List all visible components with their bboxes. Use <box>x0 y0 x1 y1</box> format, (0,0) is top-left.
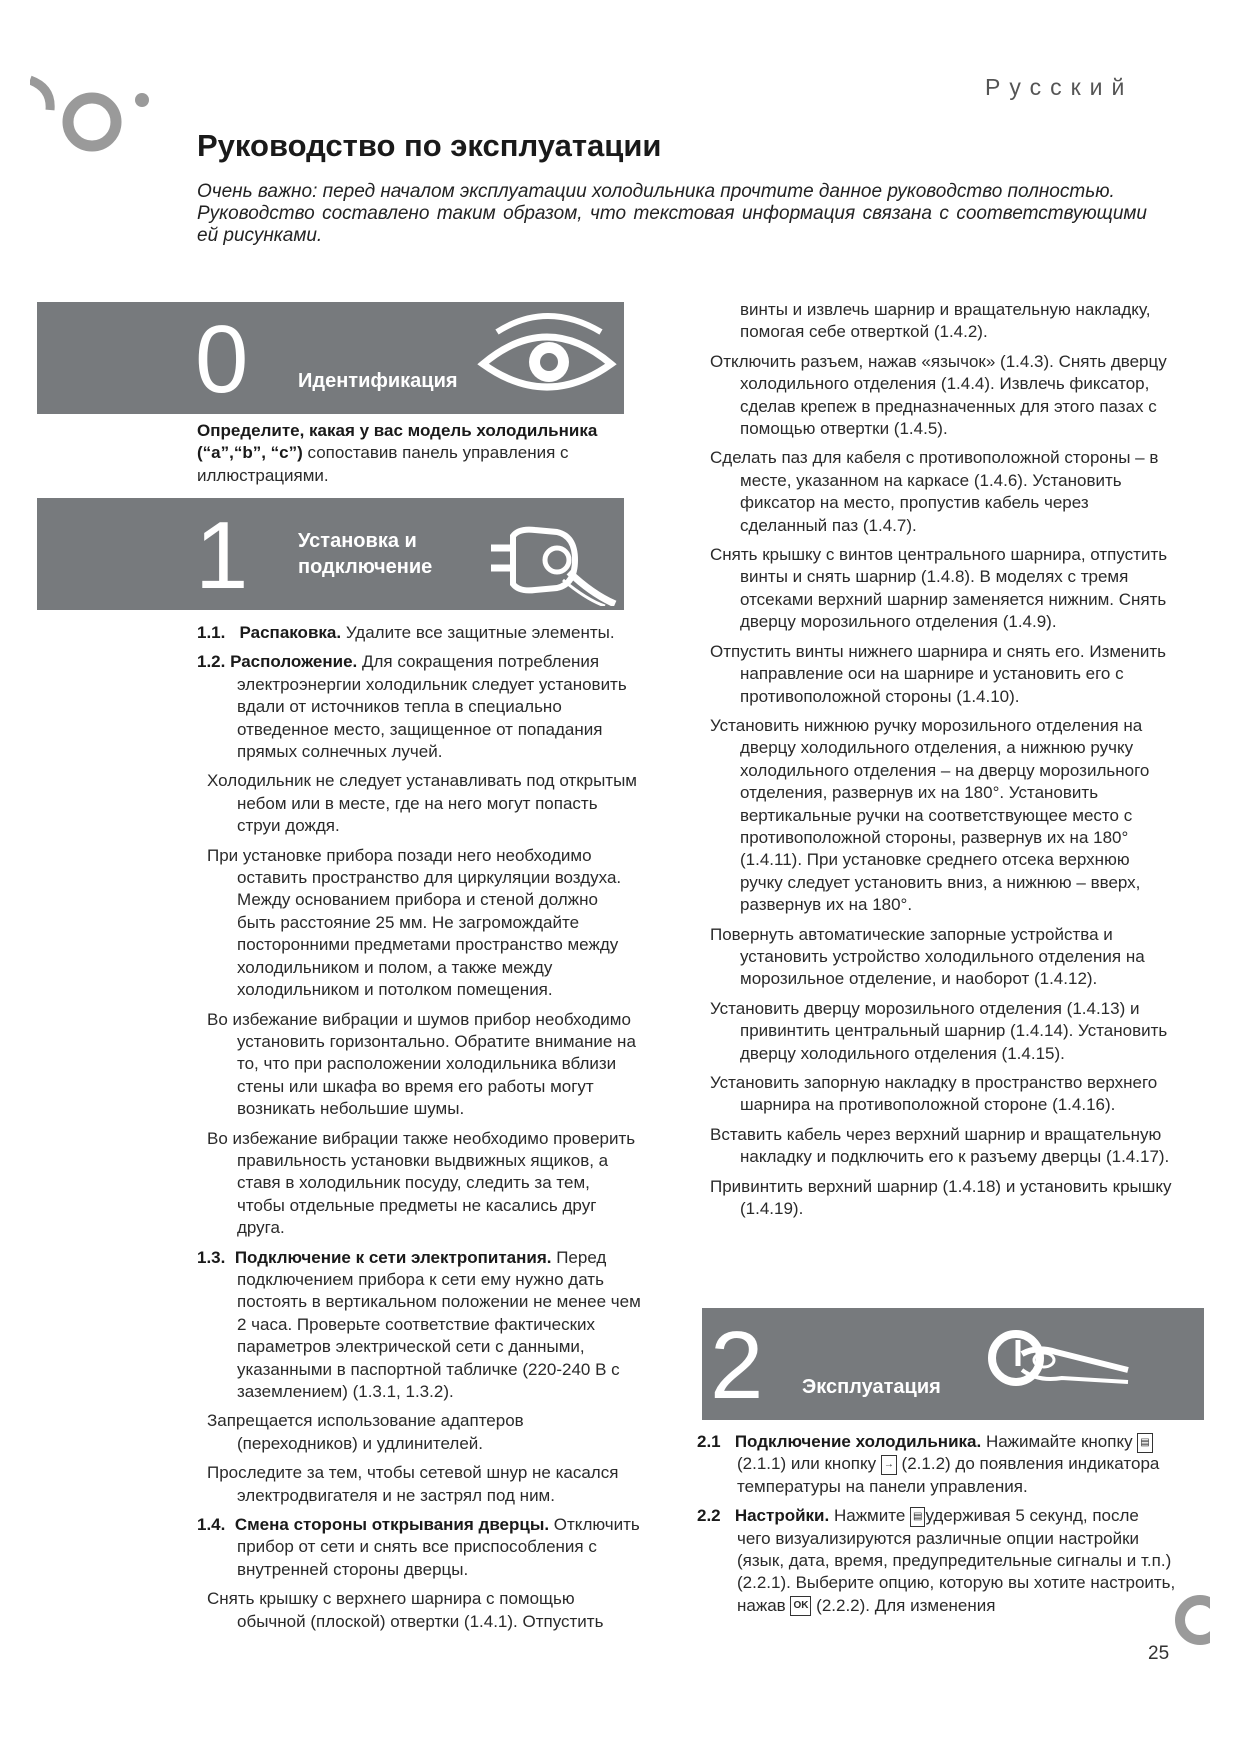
on-off-button-icon: → <box>881 1455 897 1475</box>
paragraph: Запрещается использование адаптеров (переходников) и удлинителей. <box>207 1411 524 1453</box>
paragraph: Установить запорную накладку в пространство верхнего шарнира на противоположной стороне (1.4.16). <box>710 1073 1158 1115</box>
section-2-header <box>702 1308 1204 1420</box>
paragraph: Проследите за тем, чтобы сетевой шнур не касался электродвигателя и не застрял под ним. <box>207 1463 619 1505</box>
paragraph-number: 1.1. <box>197 623 226 642</box>
paragraph-number: 1.2. <box>197 652 226 672</box>
paragraph-heading: Расположение. <box>230 652 358 672</box>
brand-logo-icon <box>30 70 170 170</box>
left-column <box>197 420 637 494</box>
paragraph-text: Для сокращения потребления электроэнергии холодильник следует установить вдали от источников тепла в специально отведенное место, защищенное от попадания прямых солнечных лучей. <box>237 652 627 762</box>
paragraph: Во избежание вибрации также необходимо проверить правильность установки выдвижных ящиков, а ставя в холодильник посуду, следить за тем, чтобы отдельные предметы не касались друг друга. <box>207 1128 636 1238</box>
paragraph-heading: Подключение холодильника. <box>734 1432 982 1451</box>
paragraph-number: 2.1 <box>697 1432 721 1451</box>
paragraph: При установке прибора позади него необходимо оставить пространство для циркуляции воздуха. Между основанием прибора и стеной должно быть расстояние 25 мм. Не загромождайте посторонними предметами пространство между холодильником и полом, а также между холодильником и потолком помещения. <box>207 845 622 1000</box>
page-title: Руководство по эксплуатации <box>197 128 662 163</box>
paragraph-1-4 <box>197 1514 641 1581</box>
paragraph-text: (2.2.2). Для изменения <box>811 1595 996 1615</box>
paragraph-heading: Смена стороны открывания дверцы. <box>234 1515 550 1535</box>
section-label <box>298 528 432 580</box>
paragraph-text: Удалите все защитные элементы. <box>341 623 615 642</box>
paragraph-heading: Настройки. <box>734 1506 830 1526</box>
paragraph-text: удерживая 5 секунд, после чего визуализируются различные опции настройки (язык, дата, время, предупредительные сигналы и т.п.) (2.2.1). Выберите опцию, которую вы хотите настроить, нажав <box>737 1506 1176 1615</box>
section-0-header <box>37 302 624 414</box>
paragraph: винты и извлечь шарнир и вращательную накладку, помогая себе отверткой (1.4.2). <box>740 300 1151 342</box>
page-number: 25 <box>1148 1643 1170 1664</box>
paragraph: Отпустить винты нижнего шарнира и снять его. Изменить направление оси на шарнире и установить его с противоположной стороны (1.4.10). <box>710 641 1167 706</box>
paragraph-text: (2.1.1) или кнопку <box>737 1454 881 1474</box>
paragraph: Холодильник не следует устанавливать под открытым небом или в месте, где на него могут попасть струи дождя. <box>207 771 637 836</box>
section-number: 1 <box>195 502 249 609</box>
paragraph: Снять крышку с винтов центрального шарнира, отпустить винты и снять шарнир (1.4.8). В моделях с тремя отсеками верхний шарнир заменяется нижним. Снять дверцу морозильного отделения (1.4.9). <box>710 545 1168 632</box>
section-number: 0 <box>195 306 249 413</box>
ring-decoration-icon <box>1170 1590 1210 1650</box>
paragraph: Привинтить верхний шарнир (1.4.18) и установить крышку (1.4.19). <box>710 1176 1172 1219</box>
finger-button-icon <box>978 1326 1138 1406</box>
section-label: Идентификация <box>298 370 458 392</box>
paragraph-number: 1.4. <box>197 1515 226 1535</box>
paragraph: Отключить разъем, нажав «язычок» (1.4.3). Снять дверцу холодильного отделения (1.4.4). Извлечь фиксатор, сделав крепеж в предназначенных для этого пазах с помощью отвертки (1.4.5). <box>710 351 1167 439</box>
plug-icon <box>477 506 617 606</box>
eye-icon <box>477 310 617 406</box>
paragraph-1-1 <box>197 622 641 644</box>
right-column <box>710 299 1175 1227</box>
section-label: Эксплуатация <box>802 1376 941 1398</box>
paragraph-heading: Распаковка. <box>239 623 342 642</box>
paragraph: Повернуть автоматические запорные устройства и установить устройство холодильного отделения на морозильное отделение, и наоборот (1.4.12). <box>710 924 1145 989</box>
paragraph-1-3 <box>197 1247 641 1404</box>
section-label-line: подключение <box>298 556 433 578</box>
intro-text <box>197 181 1147 247</box>
paragraph-2-1 <box>697 1431 1177 1498</box>
fridge-button-icon: ▤ <box>1137 1433 1152 1453</box>
ok-button-icon: OK <box>790 1596 811 1616</box>
paragraph-text: Нажмите <box>829 1506 911 1526</box>
paragraph: Во избежание вибрации и шумов прибор необходимо установить горизонтально. Обратите внимание на то, что при расположении холодильника вблизи стены или шкафа во время его работы могут возникать небольшие шумы. <box>207 1009 636 1119</box>
paragraph: Установить нижнюю ручку морозильного отделения на дверцу холодильного отделения, а нижнюю ручку холодильного отделения – на дверцу морозильного отделения, развернув их на 180°. Установить вертикальные ручки на соответствующее место с противоположной стороны, развернув их на 180° (1.4.11). При установке среднего отсека верхнюю ручку следует установить вниз, а нижнюю – вверх, развернув их на 180°. <box>710 715 1150 915</box>
settings-button-icon: ▤ <box>910 1507 925 1527</box>
language-label: Русский <box>985 74 1134 100</box>
paragraph-text: (2.1.2) до появления индикатора температуры на панели управления. <box>737 1454 1160 1496</box>
section-2-body <box>697 1431 1177 1624</box>
paragraph-number: 1.3. <box>197 1247 226 1267</box>
identify-text: сопоставив панель управления с иллюстрациями. <box>197 443 569 485</box>
paragraph-1-2 <box>197 651 641 763</box>
paragraph: Вставить кабель через верхний шарнир и вращательную накладку и подключить его к разъему дверцы (1.4.17). <box>710 1124 1170 1167</box>
paragraph-text: Отключить прибор от сети и снять все приспособления с внутренней стороны дверцы. <box>237 1515 640 1579</box>
section-label-line: Установка и <box>298 530 417 552</box>
paragraph: Снять крышку с верхнего шарнира с помощью обычной (плоской) отвертки (1.4.1). Отпустить <box>207 1589 604 1631</box>
paragraph-number: 2.2 <box>697 1506 721 1526</box>
paragraph-heading: Подключение к сети электропитания. <box>234 1247 552 1267</box>
identify-bold: Определите, какая у вас модель холодильника (“a”,“b”, “c”) <box>197 421 598 463</box>
paragraph-2-2 <box>697 1505 1177 1617</box>
paragraph-text: Перед подключением прибора к сети ему нужно дать постоять в вертикальном положении не менее чем 2 часа. Проверьте соответствие фактических параметров электрической сети с данными, указанными в паспортной табличке (220-240 В с заземлением) (1.3.1, 1.3.2). <box>237 1247 641 1401</box>
paragraph: Сделать паз для кабеля с противоположной стороны – в месте, указанном на каркасе (1.4.6). Установить фиксатор на место, пропустив кабель через сделанный паз (1.4.7). <box>710 448 1159 535</box>
section-1-header <box>37 498 624 610</box>
paragraph: Установить дверцу морозильного отделения (1.4.13) и привинтить центральный шарнир (1.4.14). Установить дверцу холодильного отделения (1.4.15). <box>710 998 1168 1063</box>
identify-paragraph <box>197 420 637 487</box>
section-number: 2 <box>710 1312 764 1419</box>
left-column-body <box>197 622 641 1640</box>
paragraph-text: Нажимайте кнопку <box>981 1432 1138 1451</box>
intro-paragraph: Руководство составлено таким образом, что текстовая информация связана с соответствующими ей рисунками. <box>197 203 1147 246</box>
intro-paragraph: Очень важно: перед началом эксплуатации холодильника прочтите данное руководство полностью. <box>197 181 1115 202</box>
